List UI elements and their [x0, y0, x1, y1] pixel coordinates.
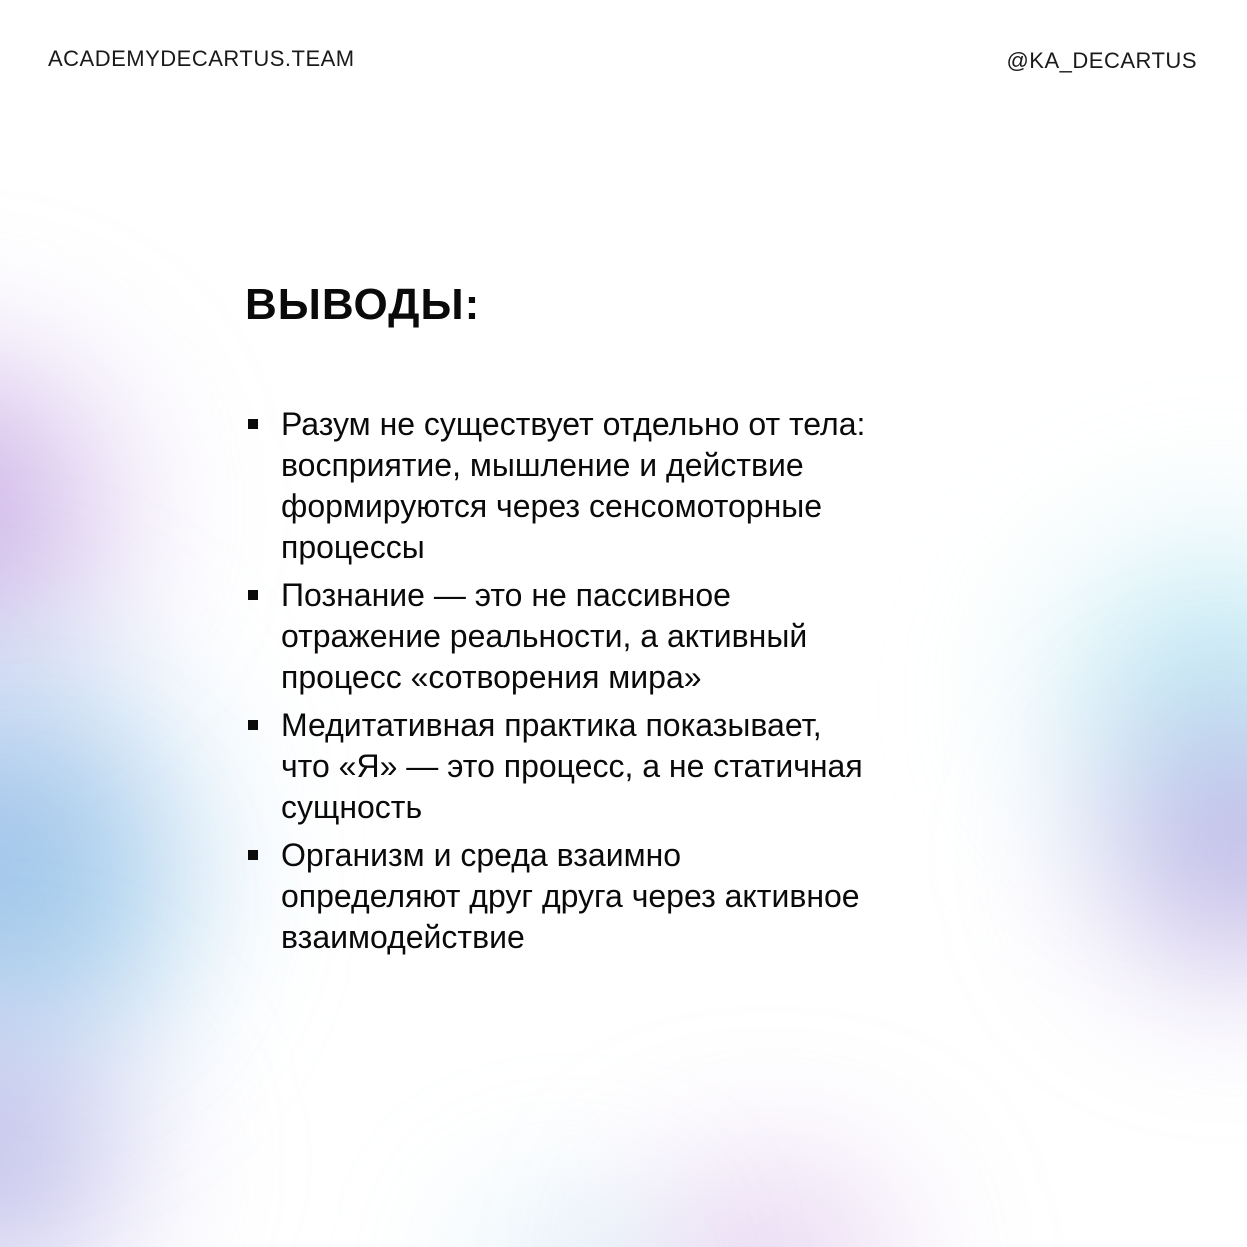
list-item-text: Медитативная практика показывает, что «Я» — это процесс, а не статичная сущность [281, 707, 863, 825]
conclusions-list [245, 404, 1045, 965]
square-bullet-icon [248, 850, 258, 860]
square-bullet-icon [248, 720, 258, 730]
list-item [245, 404, 1045, 568]
square-bullet-icon [248, 590, 258, 600]
square-bullet-icon [248, 419, 258, 429]
gradient-blob-left-purple [0, 330, 160, 690]
gradient-blob-left-bottom [0, 1000, 180, 1247]
gradient-blob-right-cyan [1010, 520, 1247, 880]
list-item-text: Разум не существует отдельно от тела: восприятие, мышление и действие формируются через сенсомоторные процессы [281, 406, 866, 565]
gradient-blob-left-cyan [0, 760, 180, 1040]
site-url: ACADEMYDECARTUS.TEAM [48, 46, 355, 71]
list-item [245, 575, 1045, 698]
gradient-blob-bottom-purple [560, 1150, 980, 1247]
gradient-blob-bottom-cyan [420, 1190, 720, 1247]
list-item-text: Организм и среда взаимно определяют друг друга через активное взаимодействие [281, 837, 860, 955]
social-handle: @KA_DECARTUS [1006, 48, 1197, 73]
gradient-blob-left-blue [0, 600, 220, 1120]
list-item [245, 835, 1045, 958]
list-item [245, 705, 1045, 828]
list-item-text: Познание — это не пассивное отражение реальности, а активный процесс «сотворения мира» [281, 577, 808, 695]
gradient-blob-right-purple [1060, 700, 1247, 1000]
page-title: ВЫВОДЫ: [245, 280, 481, 329]
